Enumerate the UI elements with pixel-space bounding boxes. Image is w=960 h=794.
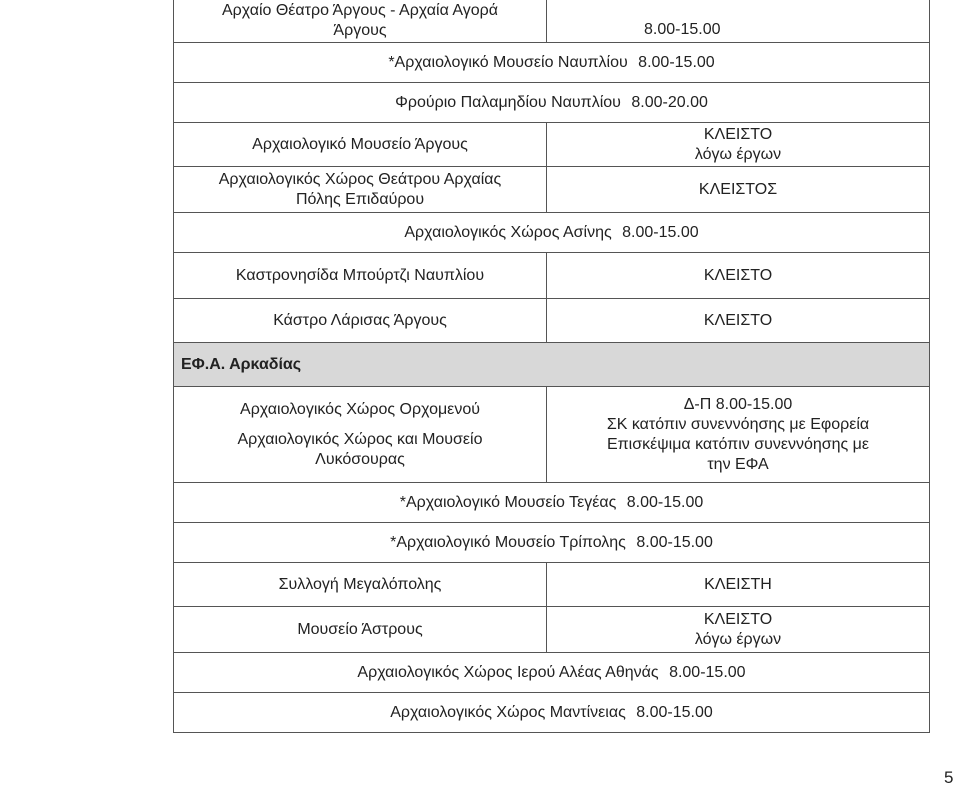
opening-hours: ΚΛΕΙΣΤΗ	[547, 563, 930, 607]
table-row	[174, 483, 930, 523]
site-row-combined	[174, 83, 930, 123]
section-header-row	[174, 343, 930, 387]
site-row-combined	[174, 653, 930, 693]
table-row	[174, 563, 930, 607]
opening-hours-table	[173, 0, 930, 733]
table-row	[174, 213, 930, 253]
opening-hours: ΚΛΕΙΣΤΟΣ	[547, 167, 930, 213]
opening-hours: 8.00-15.00	[547, 0, 930, 43]
site-name: Αρχαιολογικό Μουσείο Άργους	[174, 123, 547, 167]
opening-hours: ΚΛΕΙΣΤΟ	[547, 299, 930, 343]
table-row	[174, 693, 930, 733]
site-name: *Αρχαιολογικό Μουσείο Τρίπολης	[390, 533, 626, 551]
site-name: Καστρονησίδα Μπούρτζι Ναυπλίου	[174, 253, 547, 299]
site-name: Μουσείο Άστρους	[174, 607, 547, 653]
site-row-combined	[174, 693, 930, 733]
page-number: 5	[944, 768, 954, 787]
opening-hours: ΚΛΕΙΣΤΟ	[547, 253, 930, 299]
site-name: Αρχαιολογικός Χώρος Θεάτρου Αρχαίας Πόλης Επιδαύρου	[174, 167, 547, 213]
table-row	[174, 83, 930, 123]
table-row	[174, 523, 930, 563]
opening-hours: ΚΛΕΙΣΤΟ λόγω έργων	[547, 607, 930, 653]
site-name: *Αρχαιολογικό Μουσείο Ναυπλίου	[388, 53, 628, 71]
site-row-combined	[174, 523, 930, 563]
table-row	[174, 167, 930, 213]
site-name: Κάστρο Λάρισας Άργους	[174, 299, 547, 343]
opening-hours: 8.00-15.00	[622, 223, 699, 241]
site-name: Συλλογή Μεγαλόπολης	[174, 563, 547, 607]
site-name: Αρχαιολογικός Χώρος Ιερού Αλέας Αθηνάς	[357, 663, 659, 681]
opening-hours: 8.00-15.00	[626, 493, 704, 511]
opening-hours: 8.00-20.00	[631, 93, 708, 111]
site-name: Αρχαιολογικός Χώρος Ορχομενού Αρχαιολογικός Χώρος και Μουσείο Λυκόσουρας	[174, 387, 547, 483]
table-row	[174, 43, 930, 83]
opening-hours: Δ-Π 8.00-15.00 ΣΚ κατόπιν συνεννόησης με Εφορεία Επισκέψιμα κατόπιν συνεννόησης με την ΕΦΑ	[547, 387, 930, 483]
table-row	[174, 0, 930, 43]
site-row-combined	[174, 213, 930, 253]
site-name: Φρούριο Παλαμηδίου Ναυπλίου	[395, 93, 621, 111]
table-row	[174, 387, 930, 483]
site-name: *Αρχαιολογικό Μουσείο Τεγέας	[399, 493, 617, 511]
site-name: Αρχαίο Θέατρο Άργους - Αρχαία Αγορά Άργους	[174, 0, 547, 43]
site-name: Αρχαιολογικός Χώρος Ασίνης	[404, 223, 612, 241]
opening-hours: 8.00-15.00	[669, 663, 746, 681]
table-row	[174, 299, 930, 343]
table-row	[174, 253, 930, 299]
table-row	[174, 607, 930, 653]
opening-hours: 8.00-15.00	[636, 703, 713, 721]
table-row	[174, 653, 930, 693]
opening-hours: 8.00-15.00	[638, 53, 715, 71]
table-row	[174, 123, 930, 167]
opening-hours: ΚΛΕΙΣΤΟ λόγω έργων	[547, 123, 930, 167]
site-row-combined	[174, 43, 930, 83]
opening-hours: 8.00-15.00	[636, 533, 713, 551]
site-name: Αρχαιολογικός Χώρος Μαντίνειας	[390, 703, 626, 721]
section-title: ΕΦ.Α. Αρκαδίας	[174, 343, 930, 387]
site-row-combined	[174, 483, 930, 523]
